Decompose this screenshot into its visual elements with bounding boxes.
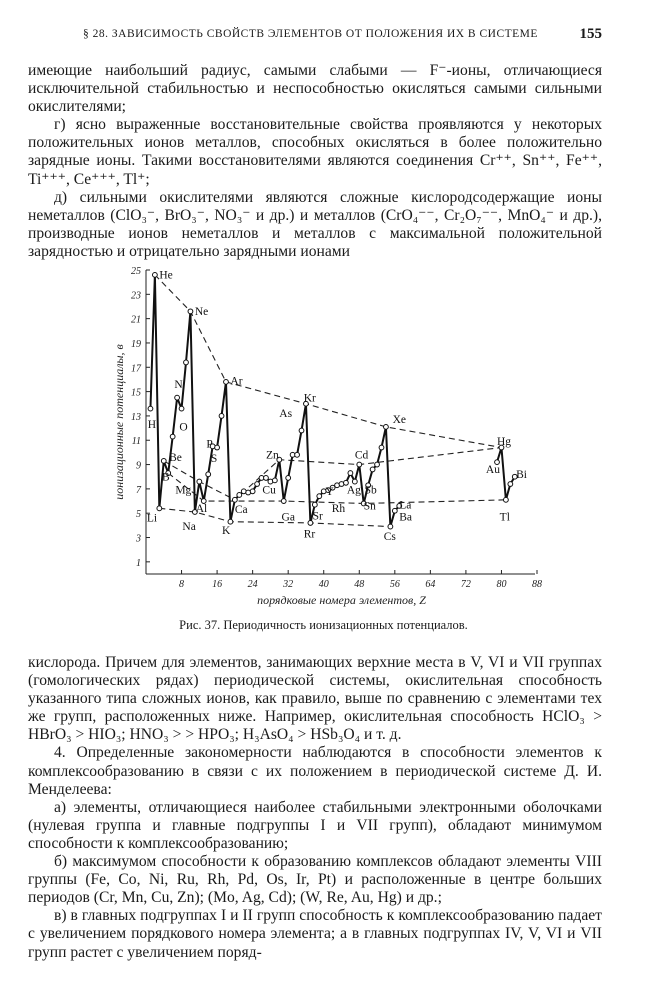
element-label: Kr (303, 392, 316, 405)
text-block-top (28, 62, 602, 261)
data-point (272, 478, 277, 483)
x-tick-label: 48 (354, 579, 365, 590)
element-label: Sb (364, 484, 377, 497)
envelope-line (168, 473, 506, 503)
element-label: Sn (363, 500, 376, 513)
paragraph: в) в главных подгруппах I и II групп способность к комплексообразованию падает с увеличением порядкового номера элемента; а в главных подгруппах IV, V, VI и VII групп растет с увеличением поряд- (28, 907, 602, 961)
element-label: Cu (262, 484, 276, 497)
data-point (224, 379, 229, 384)
element-label: S (210, 453, 218, 466)
element-label: Cd (354, 449, 369, 462)
data-point (152, 272, 157, 277)
x-axis-label: порядковые номера элементов, Z (257, 593, 426, 607)
x-tick-label: 88 (532, 579, 542, 590)
element-label: Hg (497, 436, 512, 449)
paragraph: 4. Определенные закономерности наблюдаются в способности элементов к комплексообразованию в связи с их положением в периодической системе Д. И. Менделеева: (28, 744, 602, 798)
data-point (281, 499, 286, 504)
element-label: H (147, 419, 157, 432)
running-title: § 28. ЗАВИСИМОСТЬ СВОЙСТВ ЭЛЕМЕНТОВ ОТ ПОЛОЖЕНИЯ ИХ В СИСТЕМЕ (83, 28, 538, 40)
element-label: Xe (392, 414, 407, 427)
x-tick-label: 56 (389, 579, 400, 590)
y-tick-label: 17 (131, 363, 141, 375)
y-tick-label: 5 (136, 509, 141, 521)
envelope-line (155, 275, 502, 448)
x-tick-label: 72 (460, 579, 471, 590)
y-axis-label: ионизационные потенциалы, в (112, 344, 126, 500)
ionization-chart (112, 262, 545, 614)
element-label: Ar (230, 375, 243, 388)
element-label: Bi (516, 468, 527, 481)
data-point (508, 482, 513, 487)
element-label: Sr (312, 510, 323, 523)
data-point (170, 434, 175, 439)
data-point (157, 506, 162, 511)
element-label: Y (325, 485, 334, 498)
data-point (250, 489, 255, 494)
element-label: Li (146, 512, 158, 525)
y-tick-label: 9 (136, 460, 141, 472)
element-label: Tl (499, 511, 510, 524)
data-point (348, 471, 353, 476)
data-point (384, 424, 389, 429)
element-label: Zn (265, 449, 279, 462)
element-label: Na (182, 521, 196, 534)
element-label: K (221, 524, 231, 537)
element-label: La (399, 499, 412, 512)
paragraph: кислорода. Причем для элементов, занимающих верхние места в V, VI и VII группах (гомологических рядах) периодической системы, окислительная способность указанного типа сложных ионов, как правило, выше по сравнению с элементами тех же групп, расположенных ниже. Например, окислительная способность HClO₃ > HBrO₃ > HIO₃; HNO₃ > > HPO₃; H₃AsO₄ > HSb₃O₄ и т. д. (28, 654, 602, 744)
element-label: Be (169, 451, 182, 464)
element-label: Ne (194, 305, 209, 318)
y-tick-label: 7 (136, 484, 141, 496)
data-point (388, 524, 393, 529)
data-point (295, 452, 300, 457)
element-label: P (206, 438, 213, 451)
page-number: 155 (579, 26, 602, 42)
data-point (375, 462, 380, 467)
data-point (206, 472, 211, 477)
element-label: Al (195, 502, 208, 515)
data-point (255, 482, 260, 487)
data-point (370, 467, 375, 472)
element-label: B (161, 471, 170, 484)
element-label: N (174, 378, 183, 391)
x-tick-label: 80 (496, 579, 507, 590)
data-point (232, 497, 237, 502)
page-header (28, 24, 602, 46)
data-point (352, 479, 357, 484)
data-point (286, 476, 291, 481)
data-point (299, 428, 304, 433)
element-label: Ga (281, 511, 295, 524)
text-block-bottom (28, 654, 602, 962)
paragraph: б) максимумом способности к образованию комплексов обладают элементы VIII группы (Fe, Co, Ni, Ru, Rh, Pd, Os, Ir, Pt) и расположенные в центре больших периодов (Cr, Mn, Cu, Zn); (Mo, Ag, Cd); (W, Re, Au, Hg) и др.; (28, 853, 602, 907)
x-tick-label: 24 (247, 579, 258, 590)
data-point (197, 479, 202, 484)
x-tick-label: 16 (212, 579, 223, 590)
data-point (357, 462, 362, 467)
data-point (264, 476, 269, 481)
data-point (215, 445, 220, 450)
y-tick-label: 21 (131, 314, 141, 326)
paragraph: д) сильными окислителями являются сложные кислородсодержащие ионы неметаллов (ClO₃⁻, BrO₃⁻, NO₃⁻ и др.) и металлов (CrO₄⁻⁻, Cr₂O₇⁻⁻, MnO₄⁻ и др.), производные ионов неметаллов и металлов с максимальной положительной зарядностью и отрицательно зарядными ионами (28, 188, 602, 260)
paragraph: г) ясно выраженные восстановительные свойства проявляются у некоторых положительных ионов металлов, способных окисляться в более положительно зарядные ионы. Такими восстановителями являются соединения Cr⁺⁺, Sn⁺⁺, Fe⁺⁺, Ti⁺⁺⁺, Ce⁺⁺⁺, Tl⁺; (28, 116, 602, 188)
data-point (179, 406, 184, 411)
data-point (184, 360, 189, 365)
y-tick-label: 19 (131, 338, 141, 350)
paragraph: а) элементы, отличающиеся наиболее стабильными электронными оболочками (нулевая группа и главные подгруппы I и VII групп), обладают минимумом способности к комплексообразованию; (28, 798, 602, 852)
data-point (317, 494, 322, 499)
y-tick-label: 15 (131, 387, 141, 399)
element-label: He (159, 269, 173, 282)
y-tick-label: 13 (131, 411, 141, 423)
data-point (392, 508, 397, 513)
y-tick-label: 11 (131, 436, 141, 448)
element-label: Rh (331, 502, 346, 515)
data-point (219, 414, 224, 419)
figure-caption: Рис. 37. Периодичность ионизационных потенциалов. (179, 618, 468, 632)
x-tick-label: 32 (283, 579, 294, 590)
data-point (188, 309, 193, 314)
data-point (228, 519, 233, 524)
element-label: Ba (399, 511, 413, 524)
element-label: O (179, 421, 188, 434)
x-tick-label: 64 (425, 579, 436, 590)
element-label: Mg (175, 484, 192, 497)
element-label: As (279, 408, 293, 421)
x-tick-label: 8 (179, 579, 185, 590)
element-label: Au (485, 464, 500, 477)
data-point (148, 406, 153, 411)
data-point (161, 459, 166, 464)
data-point (175, 395, 180, 400)
y-tick-label: 1 (136, 557, 141, 569)
data-point (503, 497, 508, 502)
y-tick-label: 25 (131, 266, 141, 277)
data-point (312, 502, 317, 507)
x-tick-label: 40 (318, 579, 329, 590)
element-label: Cs (383, 530, 396, 543)
y-tick-label: 3 (136, 533, 141, 545)
paragraph: имеющие наибольший радиус, самыми слабыми — F⁻-ионы, отличающиеся исключительной стабильностью и неспособностью окисляться самыми сильными окислителями; (28, 62, 602, 116)
y-tick-label: 23 (131, 290, 141, 302)
element-label: Ca (234, 504, 248, 517)
element-label: Rr (303, 528, 316, 541)
element-label: Ag (346, 484, 361, 497)
data-point (379, 445, 384, 450)
data-point (237, 493, 242, 498)
